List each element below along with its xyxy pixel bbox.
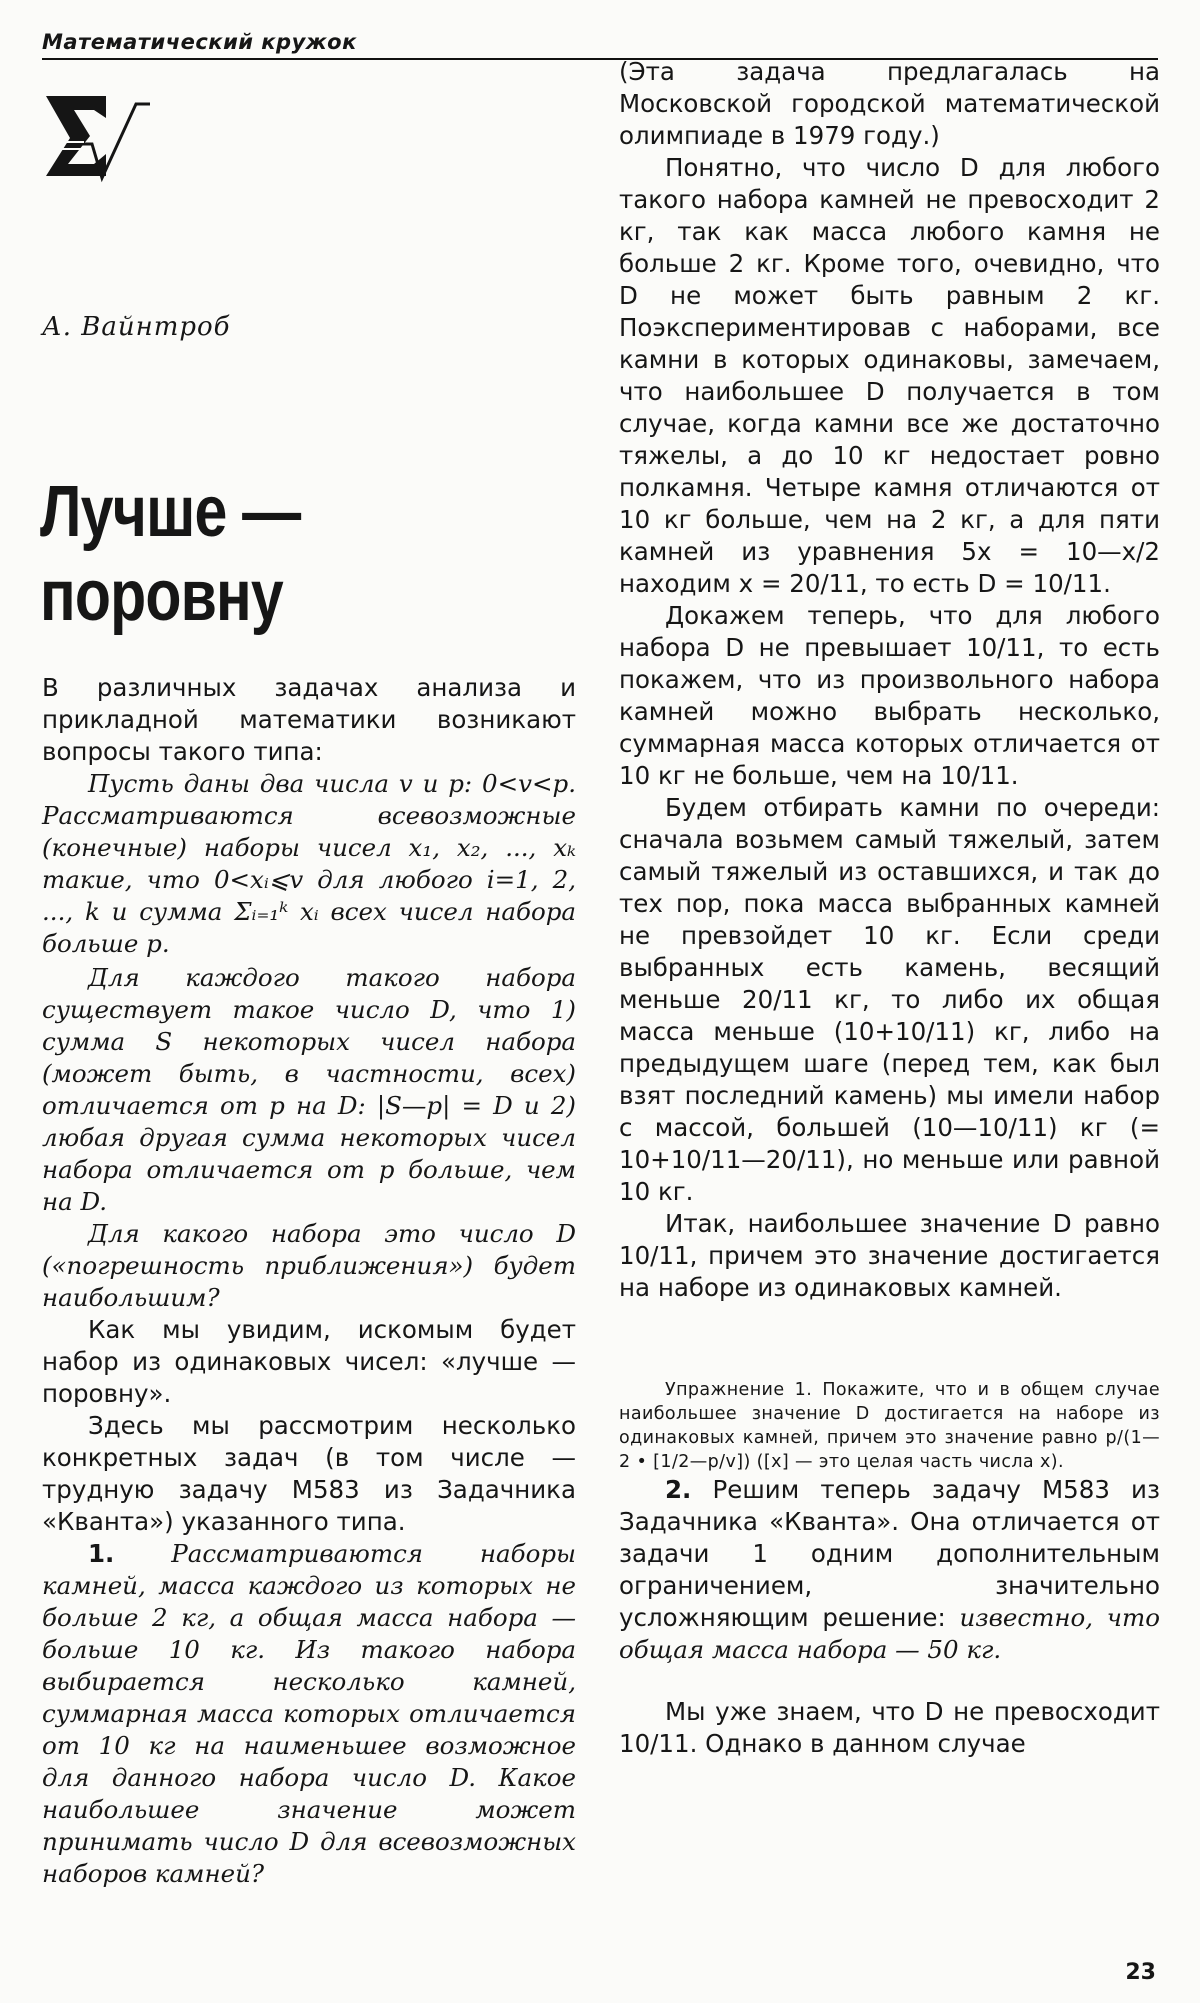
title-line-1: Лучше —	[40, 472, 301, 552]
solution-paragraph-5: Мы уже знаем, что D не превосходит 10/11. Однако в данном случае	[619, 1697, 1160, 1758]
problem-statement-1: Пусть даны два числа v и p: 0<v<p. Рассматриваются всевозможные (конечные) наборы чисел x₁, x₂, ..., xₖ такие, что 0<xᵢ⩽v для любого i=1, 2, ..., k и сумма Σᵢ₌₁ᵏ xᵢ всех чисел набора больше p.	[42, 769, 576, 958]
solution-paragraph-2: Докажем теперь, что для любого набора D не превышает 10/11, то есть покажем, что из произвольного набора камней можно выбрать несколько, суммарная масса которых отличается от 10 кг не больше, чем на 10/11.	[619, 601, 1160, 790]
solution-paragraph-1: Понятно, что число D для любого такого набора камней не превосходит 2 кг, так как масса любого камня не больше 2 кг. Кроме того, очевидно, что D не может быть равным 2 кг. Поэкспериментировав с наборами, все камни в которых одинаковы, замечаем, что наибольшее D получается в том случае, когда камни все же достаточно тяжелы, а до 10 кг недостает ровно полкамня. Четыре камня отличаются от 10 кг больше, чем на 2 кг, а для пяти камней из уравнения 5x = 10—x/2 находим x = 20/11, то есть D = 10/11.	[619, 153, 1160, 598]
section-title: Математический кружок	[42, 30, 357, 54]
problem-2-text: Решим теперь задачу М583 из Задачника «Кванта». Она отличается от задачи 1 одним дополнительным ограничением, значительно усложняющим решение:	[619, 1475, 1160, 1632]
left-column	[42, 672, 576, 1890]
intro-paragraph: В различных задачах анализа и прикладной математики возникают вопросы такого типа:	[42, 673, 576, 766]
problem-2-condition: известно, что общая масса набора — 50 кг.	[619, 1603, 1160, 1664]
answer-hint-paragraph: Как мы увидим, искомым будет набор из одинаковых чисел: «лучше — поровну».	[42, 1315, 576, 1408]
problem-statement-2: Для каждого такого набора существует такое число D, что 1) сумма S некоторых чисел набора (может быть, в частности, всех) отличается от p на D: |S—p| = D и 2) любая другая сумма некоторых чисел набора отличается от p больше, чем на D.	[42, 963, 576, 1216]
section-logo-icon	[44, 92, 154, 192]
article-title	[40, 470, 302, 638]
title-line-2: поровну	[40, 556, 283, 636]
author-name: А. Вайнтроб	[42, 312, 231, 342]
exercise-1: Упражнение 1. Покажите, что и в общем случае наибольшее значение D достигается на наборе из одинаковых камней, причем это значение равно p/(1—2 • [1/2—p/v]) ([x] — это целая часть числа x).	[619, 1380, 1160, 1472]
problem-2-paragraph	[619, 1474, 1160, 1666]
problem-1-text: Рассматриваются наборы камней, масса каждого из которых не больше 2 кг, а общая масса набора — больше 10 кг. Из такого набора выбирается несколько камней, суммарная масса которых отличается от 10 кг на наименьшее возможное для данного набора число D. Какое наибольшее значение может принимать число D для всевозможных наборов камней?	[42, 1539, 576, 1888]
plan-paragraph: Здесь мы рассмотрим несколько конкретных задач (в том числе — трудную задачу М583 из Задачника «Кванта») указанного типа.	[42, 1411, 576, 1536]
problem-2-number: 2.	[665, 1475, 692, 1504]
solution-paragraph-4: Итак, наибольшее значение D равно 10/11, причем это значение достигается на наборе из одинаковых камней.	[619, 1209, 1160, 1302]
problem-1-number: 1.	[88, 1539, 115, 1568]
solution-paragraph-3: Будем отбирать камни по очереди: сначала возьмем самый тяжелый, затем самый тяжелый из оставшихся, и так до тех пор, пока масса выбранных камней не превзойдет 10 кг. Если среди выбранных есть камень, весящий меньше 20/11 кг, то либо их общая масса меньше (10+10/11) кг, либо на предыдущем шаге (перед тем, как был взят последний камень) мы имели набор с массой, большей (10—10/11) кг (= 10+10/11—20/11), но меньше или равной 10 кг.	[619, 793, 1160, 1206]
problem-1-paragraph	[42, 1538, 576, 1890]
page-number: 23	[1125, 1960, 1156, 1985]
right-column	[619, 56, 1160, 1760]
olympiad-note: (Эта задача предлагалась на Московской городской математической олимпиаде в 1979 году.)	[619, 57, 1160, 150]
problem-question: Для какого набора это число D («погрешность приближения») будет наибольшим?	[42, 1219, 576, 1312]
